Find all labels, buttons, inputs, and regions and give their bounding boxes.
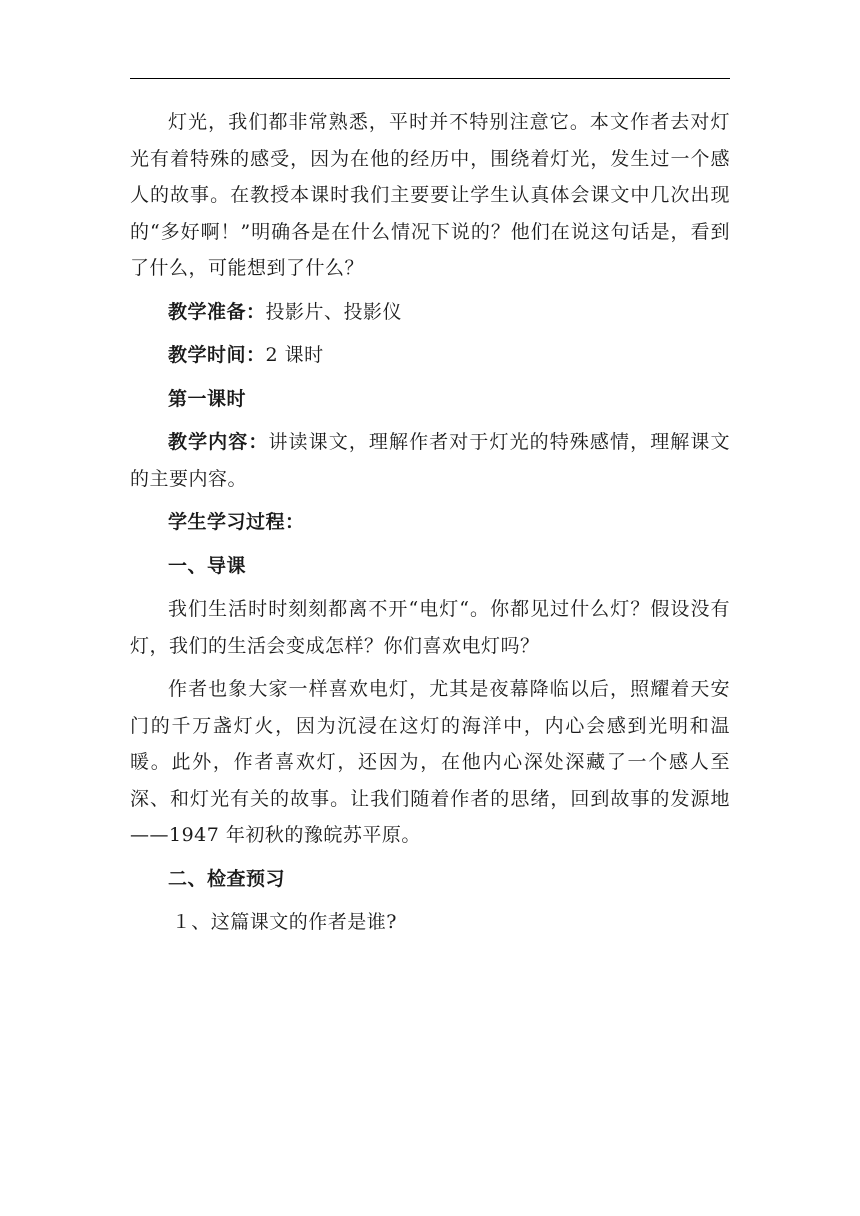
prep-line: [130, 294, 730, 331]
process-heading: 学生学习过程：: [168, 511, 305, 533]
content-label: 教学内容：: [168, 431, 269, 453]
content-value: 讲读课文，理解作者对于灯光的特殊感情，理解课文的主要内容。: [130, 431, 730, 490]
section1-heading: 一、导课: [168, 554, 247, 577]
lesson-title: 第一课时: [168, 387, 247, 410]
section1-paragraph-2: 作者也象大家一样喜欢电灯，尤其是夜幕降临以后，照耀着天安门的千万盏灯火，因为沉浸在这灯的海洋中，内心会感到光明和温暖。此外，作者喜欢灯，还因为，在他内心深处深藏了一个感人至深、和灯光有关的故事。让我们随着作者的思绪，回到故事的发源地——1947 年初秋的豫皖苏平原。: [130, 678, 730, 846]
section2-item-1: １、这篇课文的作者是谁?: [171, 911, 397, 933]
document-body: [130, 104, 730, 948]
time-line: [130, 337, 730, 374]
prep-value: 投影片、投影仪: [265, 300, 403, 323]
time-value: 2 课时: [265, 344, 324, 366]
prep-label: 教学准备：: [168, 300, 266, 323]
content-line: [130, 424, 730, 497]
section2-heading: 二、检查预习: [168, 867, 286, 890]
header-rule: [130, 78, 730, 79]
intro-paragraph: 灯光，我们都非常熟悉，平时并不特别注意它。本文作者去对灯光有着特殊的感受，因为在他的经历中，围绕着灯光，发生过一个感人的故事。在教授本课时我们主要要让学生认真体会课文中几次出现的“多好啊！”明确各是在什么情况下说的？他们在说这句话是，看到了什么，可能想到了什么？: [130, 111, 730, 279]
time-label: 教学时间：: [168, 344, 266, 366]
section1-paragraph-1: 我们生活时时刻刻都离不开“电灯“。你都见过什么灯？假设没有灯，我们的生活会变成怎样？你们喜欢电灯吗？: [130, 598, 730, 657]
